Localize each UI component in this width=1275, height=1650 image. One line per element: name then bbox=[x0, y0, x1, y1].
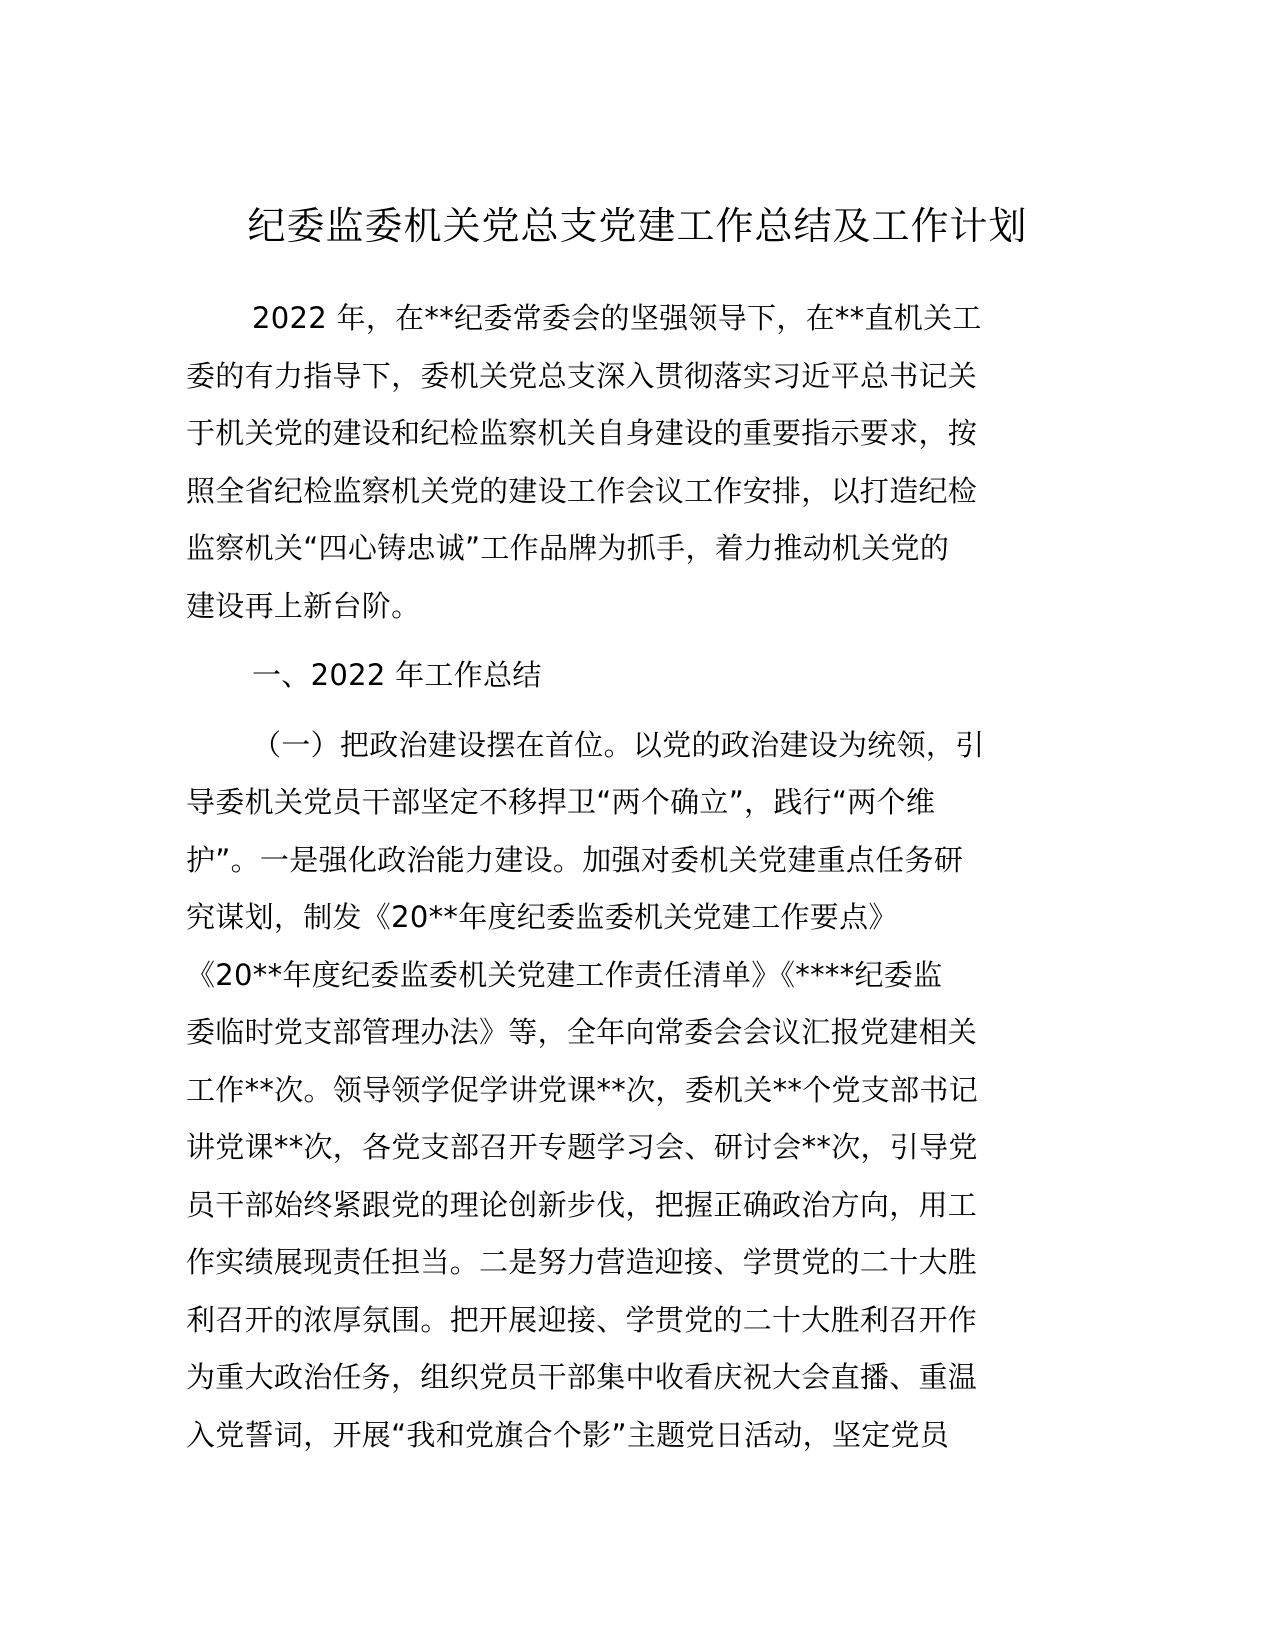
intro-paragraph-line: 监察机关“四心铸忠诚”工作品牌为抓手，着力推动机关党的 bbox=[186, 531, 950, 565]
subsection-paragraph-line: 工作**次。领导领学促学讲党课**次，委机关**个党支部书记 bbox=[186, 1072, 979, 1107]
intro-paragraph-line: 2022 年，在**纪委常委会的坚强领导下，在**直机关工 bbox=[252, 301, 982, 335]
subsection-paragraph-line: 导委机关党员干部坚定不移捍卫“两个确立”，践行“两个维 bbox=[186, 785, 936, 819]
subsection-paragraph-line: 究谋划，制发《20**年度纪委监委机关党建工作要点》 bbox=[186, 900, 898, 934]
intro-paragraph-line: 委的有力指导下，委机关党总支深入贯彻落实习近平总书记关 bbox=[186, 358, 978, 393]
subsection-paragraph-line: 护”。一是强化政治能力建设。加强对委机关党建重点任务研 bbox=[186, 842, 964, 877]
spacer bbox=[186, 705, 1086, 717]
subsection-paragraph-line: 为重大政治任务，组织党员干部集中收看庆祝大会直播、重温 bbox=[186, 1360, 978, 1394]
spacer bbox=[186, 635, 1086, 647]
intro-paragraph-line: 建设再上新台阶。 bbox=[186, 588, 421, 623]
subsection-paragraph-line: 讲党课**次，各党支部召开专题学习会、研讨会**次，引导党 bbox=[186, 1130, 978, 1164]
document-body bbox=[186, 290, 1086, 1464]
intro-paragraph-line: 于机关党的建设和纪检监察机关自身建设的重要指示要求，按 bbox=[186, 416, 978, 450]
document-title: 纪委监委机关党总支党建工作总结及工作计划 bbox=[247, 204, 1028, 248]
subsection-paragraph-line: 利召开的浓厚氛围。把开展迎接、学贯党的二十大胜利召开作 bbox=[186, 1302, 978, 1337]
subsection-paragraph-line: 作实绩展现责任担当。二是努力营造迎接、学贯党的二十大胜 bbox=[186, 1245, 978, 1279]
subsection-paragraph-line: 入党誓词，开展“我和党旗合个影”主题党日活动，坚定党员 bbox=[186, 1417, 950, 1452]
intro-paragraph-line: 照全省纪检监察机关党的建设工作会议工作安排，以打造纪检 bbox=[186, 473, 978, 508]
subsection-paragraph-line: 《20**年度纪委监委机关党建工作责任清单》《****纪委监 bbox=[186, 957, 943, 992]
section-heading: 一、2022 年工作总结 bbox=[252, 658, 542, 692]
subsection-paragraph-line: （一）把政治建设摆在首位。以党的政治建设为统领，引 bbox=[252, 727, 985, 762]
subsection-paragraph-line: 员干部始终紧跟党的理论创新步伐，把握正确政治方向，用工 bbox=[186, 1187, 978, 1222]
subsection-paragraph-line: 委临时党支部管理办法》等，全年向常委会会议汇报党建相关 bbox=[186, 1015, 978, 1049]
